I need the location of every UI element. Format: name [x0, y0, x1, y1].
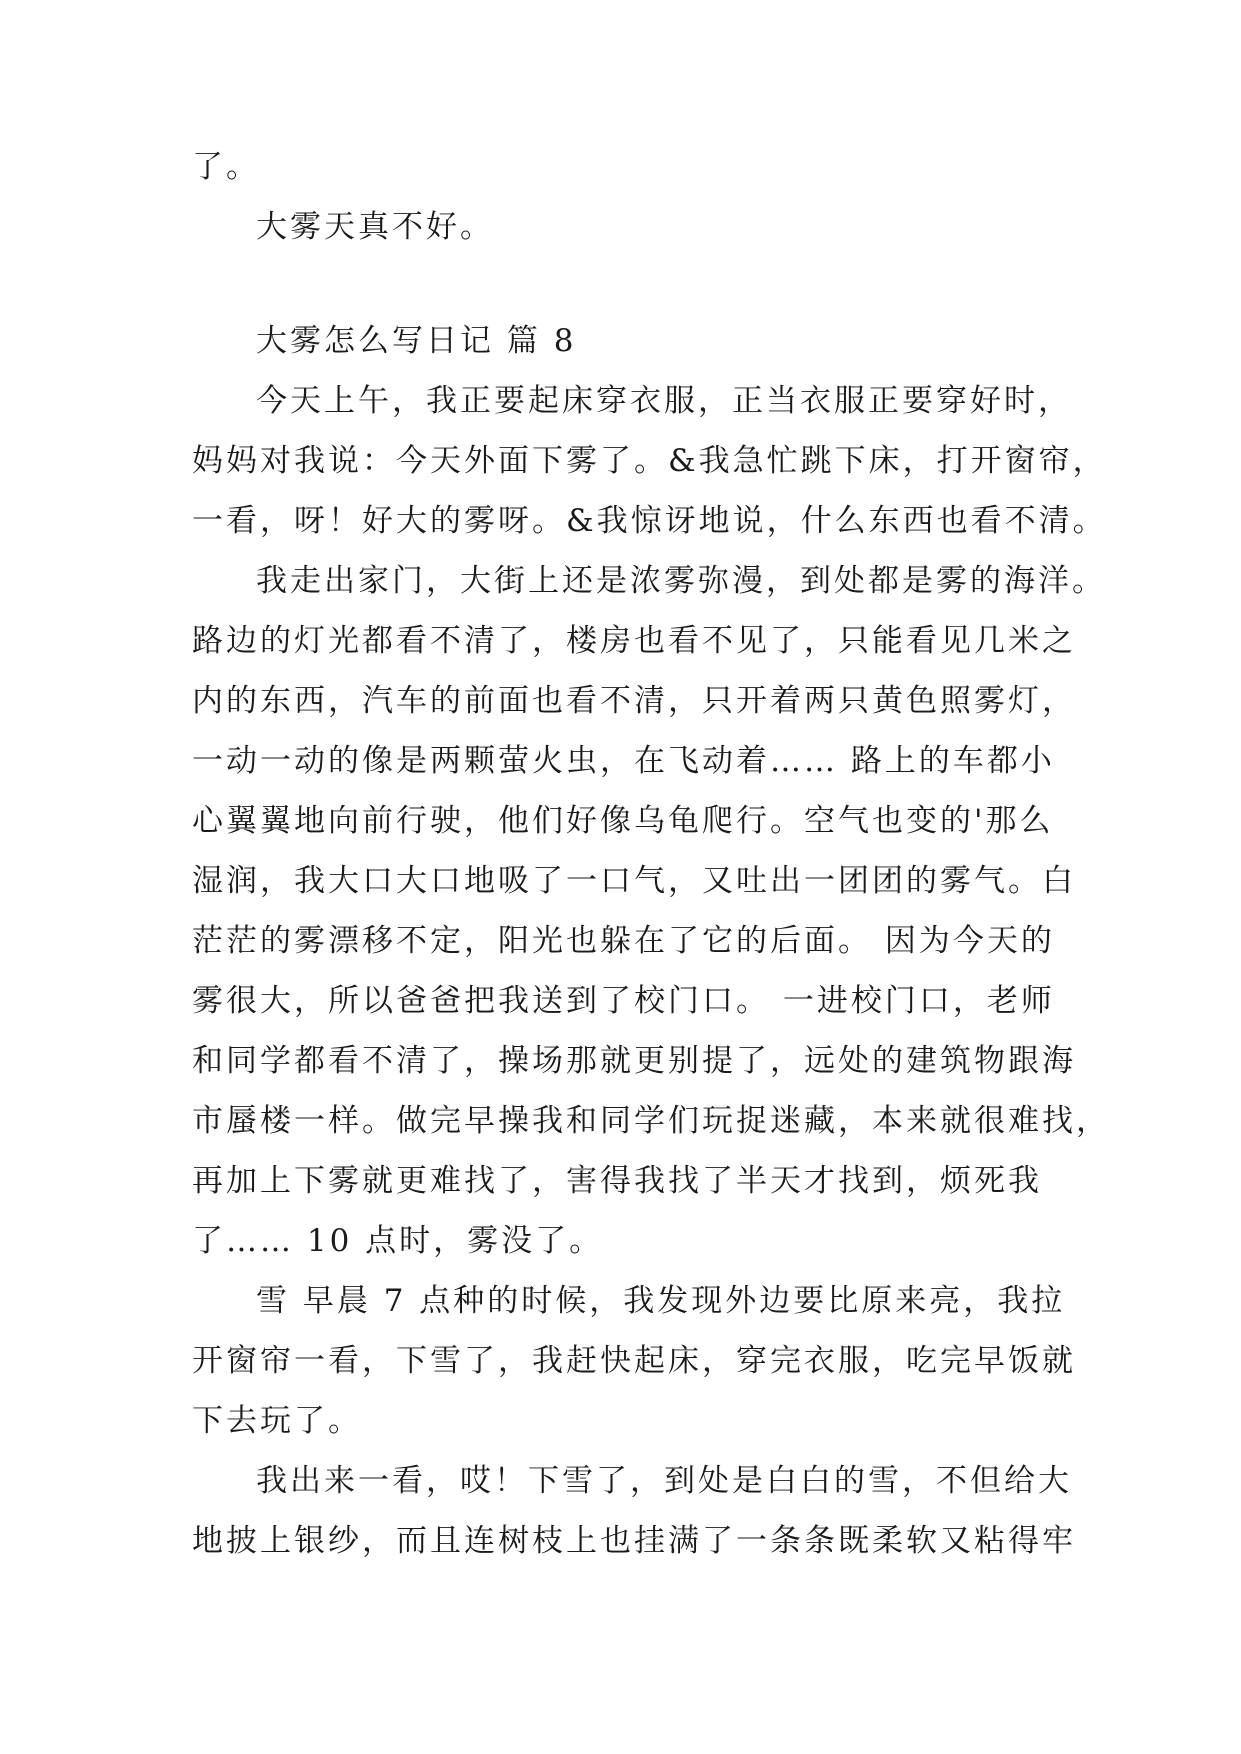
text-line: 茫茫的雾漂移不定，阳光也躲在了它的后面。 因为今天的: [192, 923, 1055, 959]
text-line: 市蜃楼一样。做完早操我和同学们玩捉迷藏，本来就很难找，: [192, 1103, 1110, 1139]
text-line: 今天上午，我正要起床穿衣服，正当衣服正要穿好时，: [256, 383, 1072, 419]
text-line: 内的东西，汽车的前面也看不清，只开着两只黄色照雾灯，: [192, 683, 1076, 719]
paragraph: [192, 1451, 1076, 1571]
text-line: 一动一动的像是两颗萤火虫，在飞动着…… 路上的车都小: [192, 743, 1055, 779]
paragraph: [192, 197, 1072, 257]
text-line: 下去玩了。: [192, 1403, 362, 1439]
text-line: 湿润，我大口大口地吸了一口气，又吐出一团团的雾气。白: [192, 863, 1076, 899]
text-line: 了。: [192, 149, 260, 185]
text-line: 再加上下雾就更难找了，害得我找了半天才找到，烦死我: [192, 1163, 1042, 1199]
text-line: 我出来一看，哎！下雪了，到处是白白的雪，不但给大: [256, 1463, 1072, 1499]
text-line: 雾很大，所以爸爸把我送到了校门口。 一进校门口，老师: [192, 983, 1055, 1019]
paragraph: [192, 311, 1072, 371]
text-line: 地披上银纱，而且连树枝上也挂满了一条条既柔软又粘得牢: [192, 1523, 1076, 1559]
text-line: 开窗帘一看，下雪了，我赶快起床，穿完衣服，吃完早饭就: [192, 1343, 1076, 1379]
text-line: 大雾怎么写日记 篇 8: [256, 323, 577, 359]
text-line: 和同学都看不清了，操场那就更别提了，远处的建筑物跟海: [192, 1043, 1076, 1079]
text-line: 一看，呀！好大的雾呀。&我惊讶地说，什么东西也看不清。: [192, 503, 1107, 539]
paragraph: [192, 371, 1107, 551]
paragraph: [192, 551, 1110, 1271]
paragraph: [192, 137, 1072, 197]
paragraph: [192, 1271, 1076, 1451]
text-line: 雪 早晨 7 点种的时候，我发现外边要比原来亮，我拉: [256, 1283, 1066, 1319]
text-line: 心翼翼地向前行驶，他们好像乌龟爬行。空气也变的'那么: [192, 803, 1054, 839]
text-line: 了…… 10 点时，雾没了。: [192, 1223, 604, 1259]
text-line: 妈妈对我说：今天外面下雾了。&我急忙跳下床，打开窗帘，: [192, 443, 1107, 479]
text-line: 大雾天真不好。: [256, 209, 494, 245]
text-line: 我走出家门，大街上还是浓雾弥漫，到处都是雾的海洋。: [256, 563, 1106, 599]
text-line: 路边的灯光都看不清了，楼房也看不见了，只能看见几米之: [192, 623, 1076, 659]
